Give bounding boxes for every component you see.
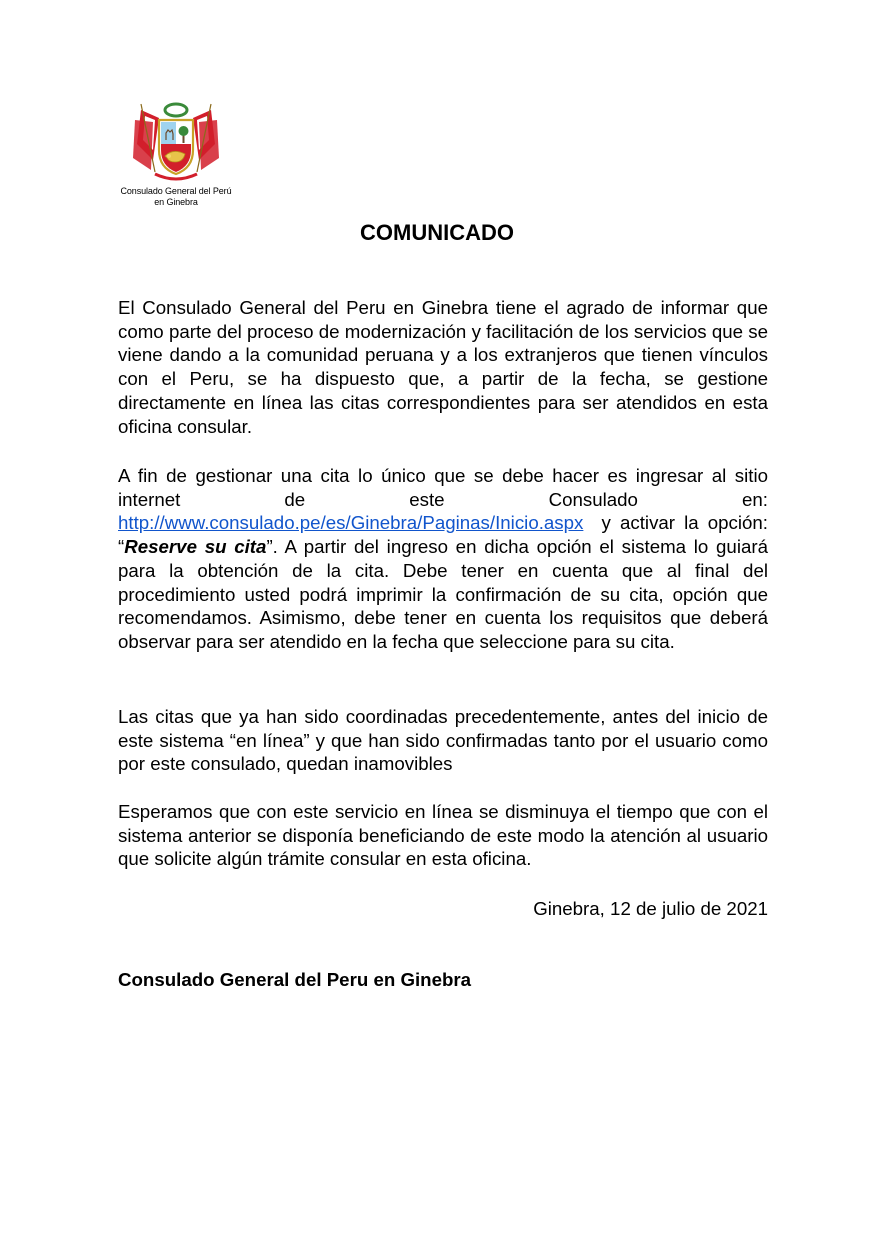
peru-coat-of-arms-icon: [131, 100, 221, 186]
instructions-lead-text: A fin de gestionar una cita lo único que se debe hacer es ingresar al sitio internet de este Consulado en:: [118, 465, 768, 510]
paragraph-closing-text: Esperamos que con este servicio en línea se disminuya el tiempo que con el sistema anterior se disponía beneficiando de este modo la atención al usuario que solicite algún trámite consular en esta oficina.: [118, 801, 768, 870]
paragraph-existing-appointments: [118, 705, 768, 776]
instructions-option-text: y activar la opción: “: [118, 512, 774, 558]
instructions-rest-text: ”. A partir del ingreso en dicha opción el sistema lo guiará para la obtención de la cita. Debe tener en cuenta que al final del procedimiento usted podrá imprimir la confirmación de su cita, opción que recomendamos. Asimismo, debe tener en cuenta los requisitos que deberá observar para ser atendido en la fecha que seleccione para su cita.: [118, 536, 768, 652]
consulate-header: [112, 100, 240, 208]
emblem-caption-line1: Consulado General del Perú: [120, 186, 232, 196]
paragraph-intro: [118, 296, 768, 438]
paragraph-intro-text: El Consulado General del Peru en Ginebra tiene el agrado de informar que como parte del proceso de modernización y facilitación de los servicios que se viene dando a la comunidad peruana y a los extranjeros que tienen vínculos con el Peru, se ha dispuesto que, a partir de la fecha, se gestione directamente en línea las citas correspondientes para ser atendidos en esta oficina consular.: [118, 297, 768, 437]
signature: Consulado General del Peru en Ginebra: [118, 969, 472, 990]
paragraph-closing: [118, 800, 768, 871]
emblem-caption-line2: en Ginebra: [154, 197, 198, 207]
reserve-option-name: Reserve su cita: [124, 536, 267, 558]
paragraph-instructions-text: [118, 464, 774, 654]
dateline: Ginebra, 12 de julio de 2021: [533, 898, 768, 919]
paragraph-instructions: [118, 464, 774, 654]
document-title: COMUNICADO: [360, 220, 514, 245]
consulate-website-link[interactable]: http://www.consulado.pe/es/Ginebra/Paginas/Inicio.aspx: [118, 512, 584, 534]
paragraph-existing-appointments-text: Las citas que ya han sido coordinadas precedentemente, antes del inicio de este sistema “en línea” y que han sido confirmadas tanto por el usuario como por este consulado, quedan inamovibles: [118, 706, 768, 775]
